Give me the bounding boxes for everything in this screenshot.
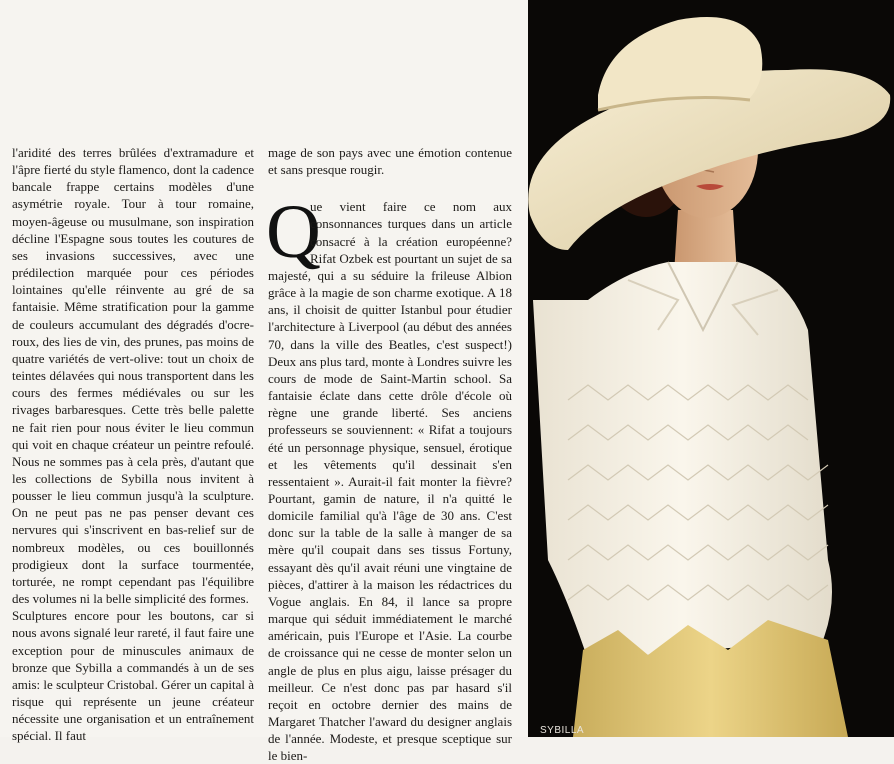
fashion-photo — [528, 0, 894, 737]
text-column-1 — [12, 144, 254, 744]
paragraph: l'aridité des terres brûlées d'extramadure et l'âpre fierté du style flamenco, dont la cadence bancale frappe certains modèles d'une asymétrie royale. Tour à tour romaine, moyen-âgeuse ou musulmane, son inspiration décline l'Espagne sous toutes les coutures de ses invasions successives, avec une prédilection marquée pour ces périodes lointaines qu'elle réinvente au gré de sa fantaisie. Même stratification pour la gamme de couleurs accumulant des dégradés d'ocre-roux, des lies de vin, des prunes, pas moins de quatre variétés de vert-olive: tout un choix de teintes délavées qui nous transportent dans les cours des fermes médiévales ou sur les rivages barbaresques. Cette très belle palette ne fait rien pour nous éviter le lieu commun qui voit en chaque créateur un peintre refoulé. Nous ne sommes pas à cela près, d'autant que les collections de Sybilla nous invitent à pousser le lieu commun jusqu'à la sculpture. On ne peut pas ne pas penser devant ces nervures qui s'inscrivent en bas-relief sur de nombreux modèles, ou ces bouillonnés prodigieux dont la surface tourmentée, torturée, ne rompt cependant pas l'équilibre des volumes ni la belle simplicité des formes. — [12, 145, 255, 607]
paragraph: mage de son pays avec une émotion contenue et sans presque rougir. — [268, 145, 512, 178]
photo-caption: SYBILLA — [540, 725, 585, 736]
paragraph-with-dropcap — [266, 190, 512, 764]
model-illustration — [528, 0, 894, 737]
drop-cap: Q — [266, 190, 321, 275]
text-column-2 — [268, 144, 512, 764]
paragraph-body: ue vient faire ce nom aux consonnances turques dans un article consacré à la création européenne? Rifat Ozbek est pourtant un sujet de sa majesté, qui a su séduire la frileuse Albion grâce à la magie de son charme exotique. A 18 ans, il choisit de quitter Istanbul pour étudier l'architecture à Liverpool (au début des années 70, dans la ville des Beatles, c'est suspect!) Deux ans plus tard, monte à Londres suivre les cours de mode de Saint-Martin school. Sa fantaisie éclate dans cette drôle d'école où règne une grande liberté. Ses anciens professeurs se souviennent: « Rifat a toujours été un personnage physique, sensuel, érotique et les vêtements qu'il dessinait s'en ressentaient ». Aurait-il fait monter la fièvre? Pourtant, gamin de nature, il n'a quitté le domicile familial qu'à l'âge de 30 ans. C'est donc sur la table de la salle à manger de sa mère qu'il coupait dans ses tissus Fortuny, essayant dès qu'il avait réuni une vingtaine de pièces, d'attirer à la maison les rédactrices du Vogue anglais. En 84, il lance sa propre marque qui séduit immédiatement le marché américain, puis l'Europe et l'Asie. La courbe de croissance qui ne cesse de monter selon un angle de plus en plus aigu, laisse présager du meilleur. Ce n'est donc pas par hasard s'il reçoit en octobre dernier des mains de Margaret Thatcher l'award du designer anglais de l'année. Modeste, et presque sceptique sur le bien- — [268, 199, 512, 764]
paragraph: Sculptures encore pour les boutons, car si nous avons signalé leur rareté, il faut faire une exception pour de minuscules animaux de bronze que Sybilla a commandés à un de ses amis: le sculpteur Cristobal. Gérer un capital à risque qui représente un jeune créateur nécessite une organisation et un entraînement spécial. Il faut — [12, 608, 254, 744]
blouse — [533, 262, 832, 660]
